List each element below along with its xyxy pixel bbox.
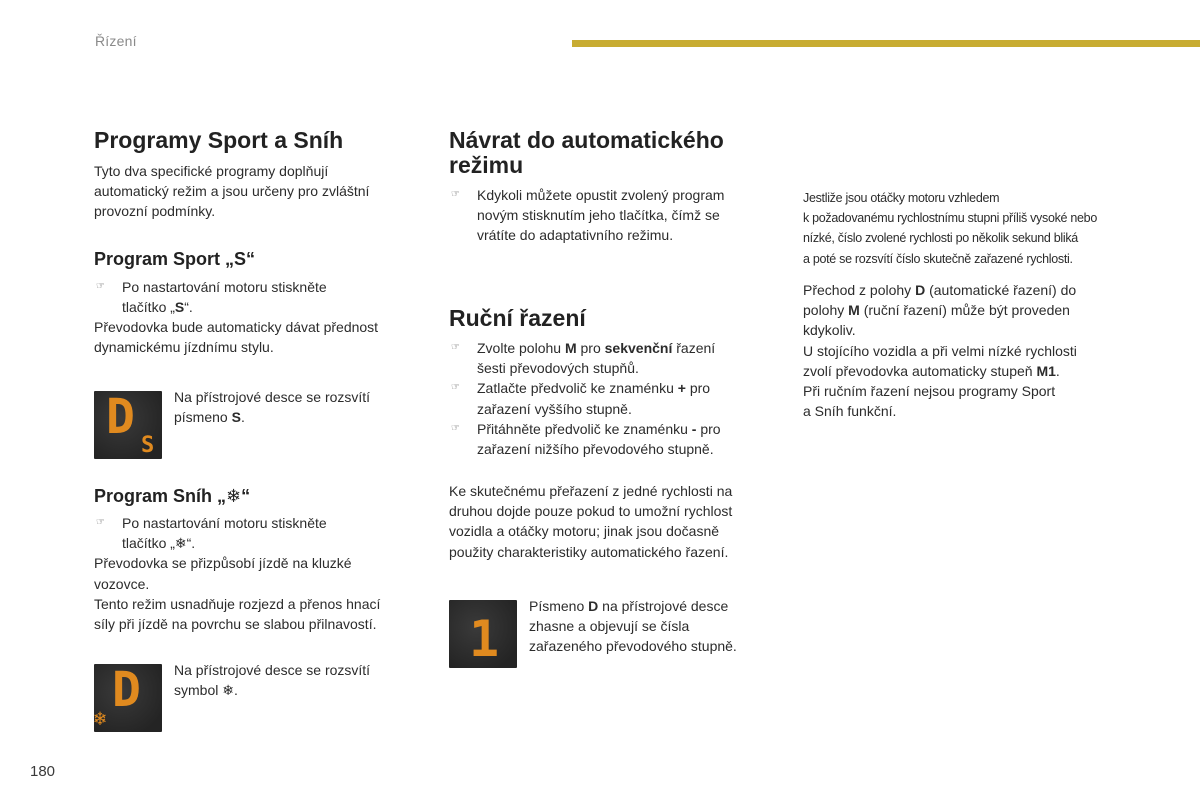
hand-bullet-icon: ☞	[451, 342, 460, 353]
hand-bullet-icon: ☞	[96, 280, 105, 292]
column-sport-snow	[94, 128, 424, 357]
bullet-text: Přitáhněte předvolič ke znaménku	[477, 420, 692, 437]
snowflake-icon: ❄	[94, 706, 107, 730]
intro-line: Tyto dva specifické programy doplňují	[94, 163, 329, 179]
list-item	[449, 378, 774, 418]
heading-manual-shifting: Ruční řazení	[449, 305, 586, 331]
text-run: U stojícího vozidla a při velmi nízké rychlosti	[803, 342, 1077, 359]
bullet-text: řazení	[672, 340, 716, 356]
note-line: druhou dojde pouze pokud to umožní rychlost	[449, 503, 733, 520]
list-item	[94, 277, 424, 317]
bullet-text: Zvolte polohu	[477, 340, 565, 356]
list-item	[94, 513, 424, 553]
sport-figure-caption	[174, 387, 370, 427]
bullet-bold: +	[677, 380, 686, 397]
gear-number: 1	[469, 610, 500, 668]
sport-bullet-list	[94, 277, 424, 317]
text-run: a Sníh funkční.	[803, 403, 897, 420]
caption-bold: S	[231, 409, 241, 426]
snow-description: Převodovka se přizpůsobí jízdě na kluzké	[94, 555, 352, 572]
hand-bullet-icon: ☞	[96, 517, 105, 528]
snow-figure-caption	[174, 660, 370, 700]
text-run: polohy	[803, 302, 849, 319]
heading-return-auto: režimu	[449, 152, 524, 178]
caption-line: Na přístrojové desce se rozsvítí	[174, 389, 371, 405]
hand-bullet-icon: ☞	[451, 189, 460, 200]
bullet-text: šesti převodových stupňů.	[477, 360, 639, 377]
bullet-bold: M	[564, 340, 577, 356]
caption-line: .	[240, 409, 245, 426]
text-run: Přechod z polohy	[803, 282, 916, 298]
caption-bold: D	[588, 598, 599, 614]
caption-line: Písmeno	[529, 598, 589, 614]
bullet-text: vrátíte do adaptativního režimu.	[477, 227, 674, 244]
bullet-bold: -	[691, 420, 697, 437]
text-run: (automatické řazení) do	[925, 282, 1077, 298]
heading-program-snow: Program Sníh „❄“	[94, 486, 251, 506]
bullet-text: Po nastartování motoru stiskněte	[122, 515, 327, 531]
dashboard-gear-indicator	[449, 600, 517, 668]
text-bold: D	[915, 282, 926, 298]
bullet-bold: sekvenční	[604, 340, 673, 356]
list-item	[449, 419, 774, 459]
text-run: .	[1055, 362, 1060, 379]
note-line: k požadovanému rychlostnímu stupni příliš vysoké nebo	[803, 211, 1097, 226]
caption-line: zařazeného převodového stupně.	[529, 638, 737, 655]
intro-line: provozní podmínky.	[94, 203, 216, 220]
manual-note	[449, 481, 774, 562]
text-run: Při ručním řazení nejsou programy Sport	[803, 383, 1056, 400]
snow-description: Tento režim usnadňuje rozjezd a přenos hnací	[94, 595, 381, 612]
section-title: Řízení	[95, 33, 137, 49]
bullet-text: “.	[184, 298, 193, 315]
caption-line: písmeno	[174, 409, 232, 426]
column-return-manual	[449, 128, 774, 246]
page-number: 180	[30, 763, 56, 780]
bullet-text: zařazení nižšího převodového stupně.	[477, 441, 714, 458]
text-bold: M1	[1036, 362, 1056, 379]
caption-line: symbol ❄.	[174, 682, 238, 699]
gear-letter-d: D	[112, 662, 141, 718]
note-line: Ke skutečnému přeřazení z jedné rychlosti na	[449, 483, 733, 499]
gear-letter-d: D	[106, 389, 135, 445]
heading-program-sport: Program Sport „S“	[94, 248, 256, 269]
rpm-note	[803, 188, 1133, 269]
note-line: vozidla a otáčky motoru; jinak jsou dočasně	[449, 523, 720, 540]
bullet-text: novým stisknutím jeho tlačítka, čímž se	[477, 207, 720, 224]
caption-line: zhasne a objevují se čísla	[529, 618, 690, 635]
list-item	[449, 338, 774, 378]
heading-sport-snow: Programy Sport a Sníh	[94, 127, 344, 153]
bullet-text: zařazení vyššího stupně.	[477, 400, 632, 417]
snow-bullet-list	[94, 513, 424, 553]
bullet-text: Po nastartování motoru stiskněte	[122, 278, 327, 295]
snow-section	[94, 485, 424, 634]
hand-bullet-icon: ☞	[451, 382, 460, 394]
manual-shifting-section	[449, 306, 774, 459]
bullet-text: Kdykoli můžete opustit zvolený program	[477, 187, 725, 203]
note-line: nízké, číslo zvolené rychlosti po několik sekund bliká	[803, 231, 1078, 246]
note-line: použity charakteristiky automatického řazení.	[449, 543, 729, 560]
snow-description: síly při jízdě na povrchu se slabou přilnavostí.	[94, 616, 377, 633]
header-accent-bar	[572, 40, 1200, 47]
bullet-bold: S	[174, 298, 185, 315]
mode-change-text	[803, 280, 1143, 421]
note-line: a poté se rozsvítí číslo skutečně zařazené rychlosti.	[803, 251, 1073, 266]
heading-return-auto: Návrat do automatického	[449, 127, 724, 153]
text-run: (ruční řazení) může být proveden	[859, 302, 1070, 319]
bullet-text: pro	[576, 340, 605, 356]
bullet-text: tlačítko „❄“.	[122, 535, 196, 552]
bullet-text: pro	[696, 420, 721, 437]
snow-description: vozovce.	[94, 575, 150, 592]
bullet-text: pro	[685, 380, 711, 397]
bullet-text: tlačítko „	[122, 298, 175, 315]
hand-bullet-icon: ☞	[451, 422, 460, 434]
sport-description: Převodovka bude automaticky dávat přednost	[94, 319, 379, 336]
bullet-text: Zatlačte předvolič ke znaménku	[477, 380, 678, 397]
caption-line: na přístrojové desce	[598, 598, 729, 614]
sport-letter-s: S	[141, 433, 155, 458]
gear-figure-caption	[529, 596, 737, 657]
text-run: kdykoliv.	[803, 322, 856, 339]
return-bullet-list	[449, 185, 774, 246]
dashboard-snow-indicator	[94, 664, 162, 732]
sport-description: dynamickému jízdnímu stylu.	[94, 339, 274, 356]
text-bold: M	[848, 302, 860, 319]
text-run: zvolí převodovka automaticky stupeň	[803, 362, 1037, 379]
note-line: Jestliže jsou otáčky motoru vzhledem	[803, 191, 1000, 205]
dashboard-sport-indicator	[94, 391, 162, 459]
list-item	[449, 185, 774, 246]
caption-line: Na přístrojové desce se rozsvítí	[174, 662, 371, 678]
manual-bullet-list	[449, 338, 774, 459]
intro-line: automatický režim a jsou určeny pro zvláštní	[94, 183, 370, 200]
